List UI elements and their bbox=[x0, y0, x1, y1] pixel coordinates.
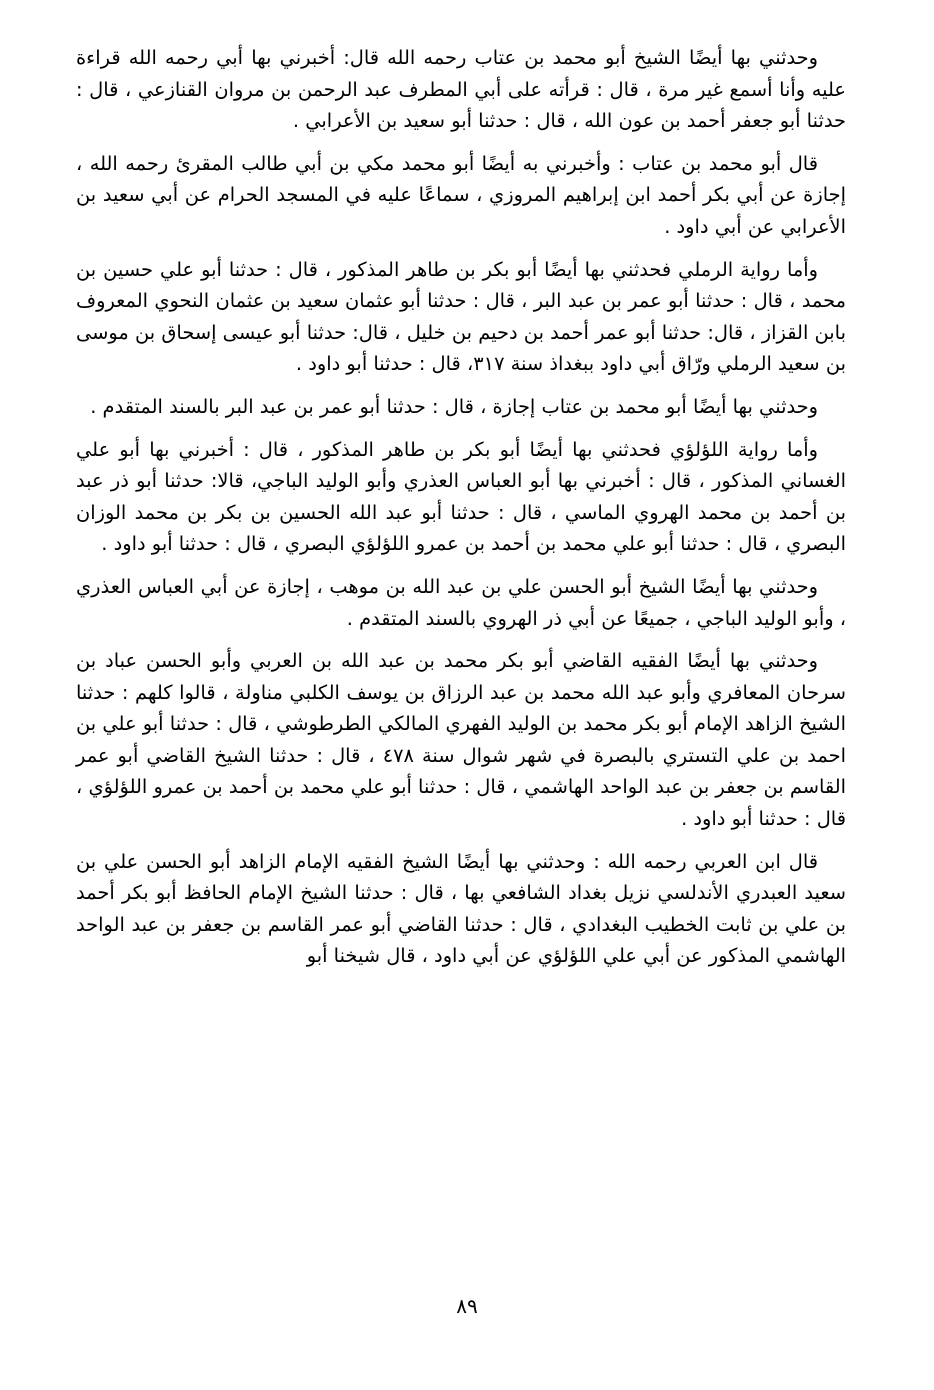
paragraph-5: وأما رواية اللؤلؤي فحدثني بها أيضًا أبو بكر بن طاهر المذكور ، قال : أخبرني بها أبو علي الغساني المذكور ، قال : أخبرني بها أبو العباس العذري وأبو الوليد الباجي، قالا: حدثنا أبو ذر عبد بن أحمد بن محمد الهروي الماسي ، قال : حدثنا أبو عبد الله الحسين بن بكر بن محمد الوزان البصري ، قال : حدثنا أبو علي محمد بن أحمد بن عمرو اللؤلؤي البصري ، قال : حدثنا أبو داود . bbox=[76, 437, 846, 556]
paragraph-7: وحدثني بها أيضًا الفقيه القاضي أبو بكر محمد بن عبد الله بن العربي وأبو الحسن عباد بن سرحان المعافري وأبو عبد الله محمد بن عبد الرزاق بن يوسف الكلبي مناولة ، قالوا كلهم : حدثنا الشيخ الزاهد الإمام أبو بكر محمد بن الوليد الفهري المالكي الطرطوشي ، قال : حدثنا أبو علي بن احمد بن علي التستري بالبصرة في شهر شوال سنة ٤٧٨ ، قال : حدثنا الشيخ القاضي أبو عمر القاسم بن جعفر بن عبد الواحد الهاشمي ، قال : حدثنا أبو علي محمد بن أحمد بن عمرو اللؤلؤي ، قال : حدثنا أبو داود . bbox=[76, 649, 846, 831]
paragraph-3: وأما رواية الرملي فحدثني بها أيضًا أبو بكر بن طاهر المذكور ، قال : حدثنا أبو علي حسين بن محمد ، قال : حدثنا أبو عمر بن عبد البر ، قال : حدثنا أبو عثمان سعيد بن عثمان النحوي المعروف بابن القزاز ، قال: حدثنا أبو عمر أحمد بن دحيم بن خليل ، قال: حدثنا أبو عيسى إسحاق بن موسى بن سعيد الرملي ورّاق أبي داود ببغداذ سنة ٣١٧، قال : حدثنا أبو داود . bbox=[76, 257, 846, 376]
page-number: ٨٩ bbox=[456, 1294, 478, 1318]
paragraph-4: وحدثني بها أيضًا أبو محمد بن عتاب إجازة ، قال : حدثنا أبو عمر بن عبد البر بالسند المتقدم . bbox=[90, 394, 818, 418]
page-body bbox=[76, 42, 846, 983]
paragraph-1: وحدثني بها أيضًا الشيخ أبو محمد بن عتاب رحمه الله قال: أخبرني بها أبي رحمه الله قراءة عليه وأنا أسمع غير مرة ، قال : قرأته على أبي المطرف عبد الرحمن بن مروان القنازعي ، قال : حدثنا أبو جعفر أحمد بن عون الله ، قال : حدثنا أبو سعيد بن الأعرابي . bbox=[76, 46, 846, 133]
paragraph-6: وحدثني بها أيضًا الشيخ أبو الحسن علي بن عبد الله بن موهب ، إجازة عن أبي العباس العذري ، وأبو الوليد الباجي ، جميعًا عن أبي ذر الهروي بالسند المتقدم . bbox=[76, 574, 846, 630]
paragraph-2: قال أبو محمد بن عتاب : وأخبرني به أيضًا أبو محمد مكي بن أبي طالب المقرئ رحمه الله ، إجازة عن أبي بكر أحمد ابن إبراهيم المروزي ، سماعًا عليه في المسجد الحرام عن أبي سعيد بن الأعرابي عن أبي داود . bbox=[76, 151, 846, 238]
paragraph-8: قال ابن العربي رحمه الله : وحدثني بها أيضًا الشيخ الفقيه الإمام الزاهد أبو الحسن علي بن سعيد العبدري الأندلسي نزيل بغداد الشافعي بها ، قال : حدثنا الشيخ الإمام الحافظ أبو بكر أحمد بن علي بن ثابت الخطيب البغدادي ، قال : حدثنا القاضي أبو عمر القاسم بن جعفر بن عبد الواحد الهاشمي المذكور عن أبي علي اللؤلؤي عن أبي داود ، قال شيخنا أبو bbox=[76, 849, 846, 968]
